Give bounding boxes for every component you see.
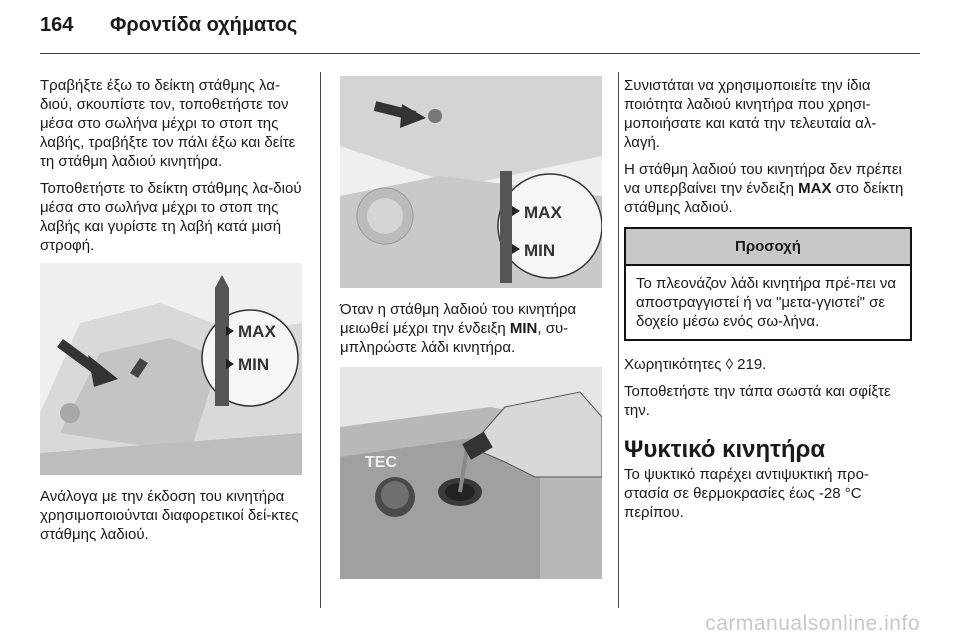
paragraph-dipstick-variants: Ανάλογα με την έκδοση του κινητήρα χρησιμοποιούνται διαφορετικοί δεί-κτες στάθμης λαδιού. — [40, 488, 299, 543]
dipstick-max-label: MAX — [238, 322, 276, 341]
paragraph-coolant: Το ψυκτικό παρέχει αντιψυκτική προ-στασία σε θερμοκρασίες έως -28 °C περίπου. — [624, 466, 869, 521]
page-header — [40, 14, 297, 48]
figure-dipstick-engine — [40, 263, 302, 475]
caution-body: Το πλεονάζον λάδι κινητήρα πρέ-πει να αποστραγγιστεί ή να "μετα-γγιστεί" σε δοχείο μέσω ενός σω-λήνα. — [636, 275, 897, 330]
caution-title: Προσοχή — [626, 229, 910, 266]
page-title: Φροντίδα οχήματος — [110, 14, 298, 36]
dipstick-min-label-2: MIN — [524, 241, 556, 260]
page-number: 164 — [40, 14, 74, 36]
caution-box — [624, 227, 912, 341]
paragraph-capacities: Χωρητικότητες ◊ 219. — [624, 356, 767, 373]
figure-dipstick-engine-2 — [340, 76, 602, 288]
paragraph-refill-min: Όταν η στάθμη λαδιού του κινητήρα μειωθεί μέχρι την ένδειξη MIN, συ-μπληρώστε λάδι κινητήρα. — [340, 301, 577, 356]
paragraph-same-oil: Συνιστάται να χρησιμοποιείτε την ίδια ποιότητα λαδιού κινητήρα που χρησι-μοποιήσατε και κατά την τελευταία αλ-λαγή. — [624, 77, 877, 151]
column-divider-2 — [618, 72, 619, 608]
page-reference-link[interactable]: ◊ 219. — [725, 356, 767, 373]
figure-oil-filling — [340, 367, 602, 579]
header-rule — [40, 53, 920, 54]
column-3 — [624, 76, 912, 530]
engine-cover-text: TEC — [365, 454, 397, 471]
column-divider-1 — [320, 72, 321, 608]
section-heading-coolant: Ψυκτικό κινητήρα — [624, 436, 826, 463]
paragraph-pull-dipstick: Τραβήξτε έξω το δείκτη στάθμης λα-διού, σκουπίστε τον, τοποθετήστε τον μέσα στο σωλήνα μέχρι το στοπ της λαβής, τραβήξτε τον πάλι έξω και δείτε τη στάθμη λαδιού κινητήρα. — [40, 77, 296, 170]
dipstick-max-label-2: MAX — [524, 203, 562, 222]
column-2 — [340, 76, 602, 579]
watermark: carmanualsonline.info — [705, 612, 920, 635]
column-1 — [40, 76, 302, 552]
paragraph-not-exceed-max: Η στάθμη λαδιού του κινητήρα δεν πρέπει να υπερβαίνει την ένδειξη MAX στο δείκτη στάθμης λαδιού. — [624, 161, 904, 216]
paragraph-insert-dipstick: Τοποθετήστε το δείκτη στάθμης λα-διού μέσα στο σωλήνα μέχρι το στοπ της λαβής και γυρίστε τη λαβή κατά μισή στροφή. — [40, 180, 302, 254]
dipstick-min-label: MIN — [238, 355, 270, 374]
paragraph-cap-tighten: Τοποθετήστε την τάπα σωστά και σφίξτε την. — [624, 383, 891, 419]
